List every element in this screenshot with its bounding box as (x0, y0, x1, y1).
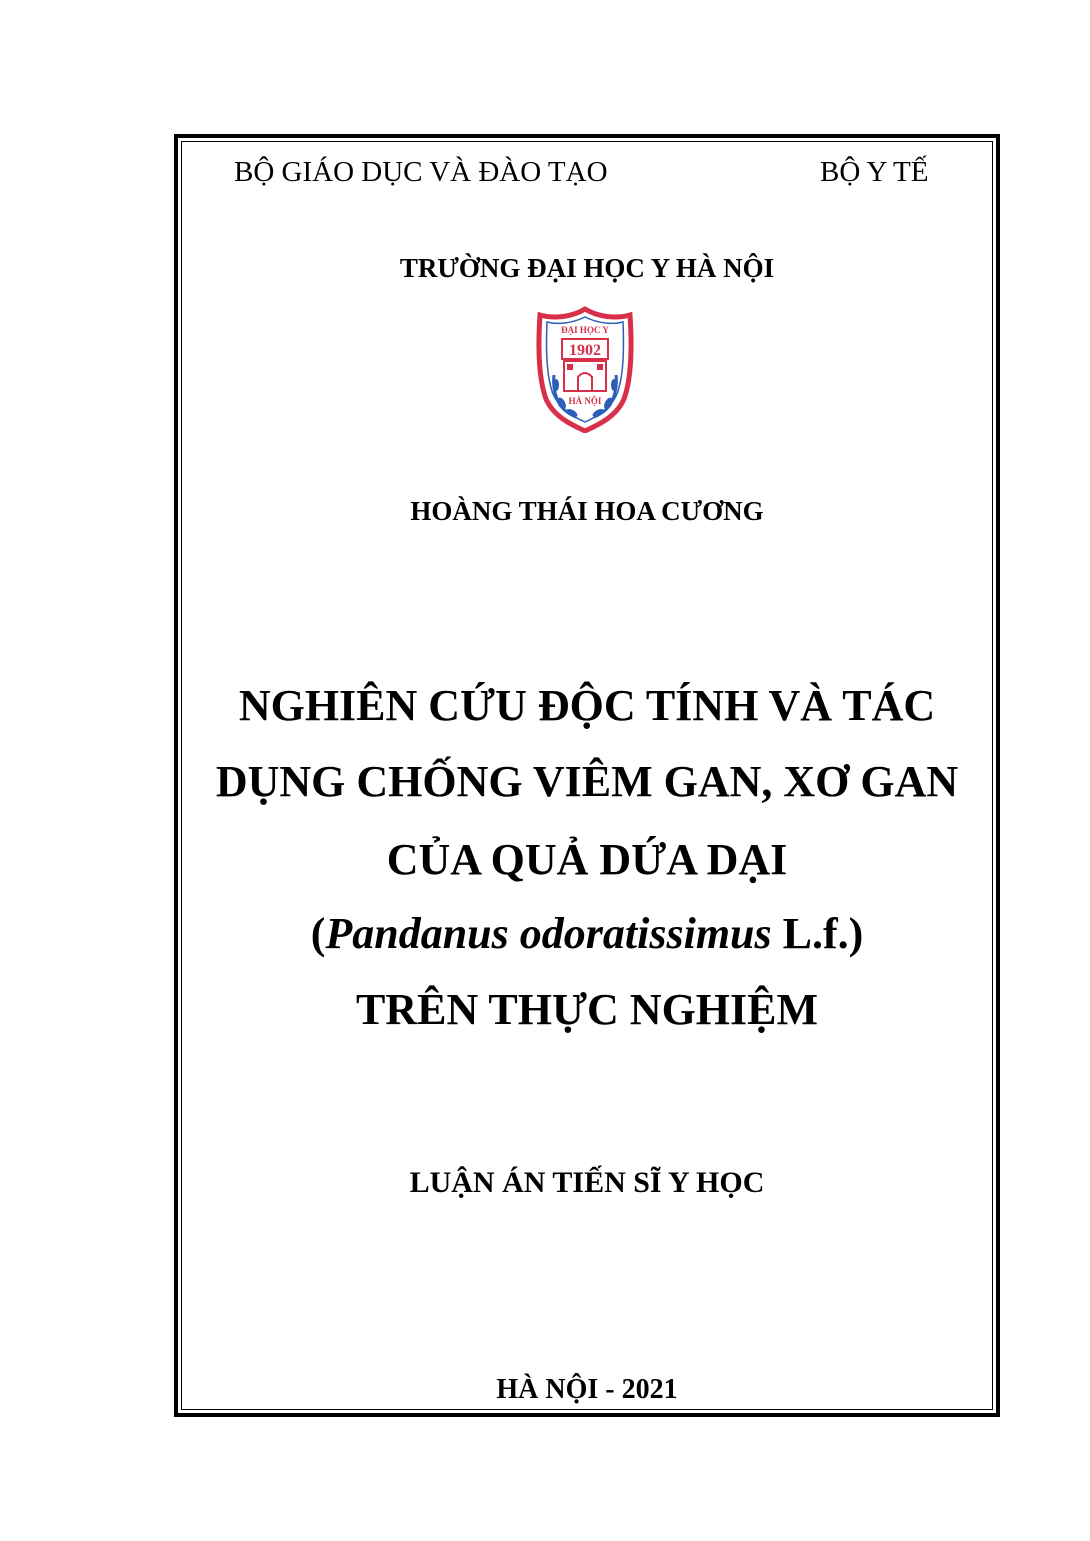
logo-bottom-text: HÀ NỘI (568, 396, 602, 406)
thesis-title-line-1: NGHIÊN CỨU ĐỘC TÍNH VÀ TÁC (238, 681, 936, 730)
species-open-paren: ( (310, 909, 326, 958)
ministry-health: BỘ Y TẾ (820, 156, 929, 188)
degree-label: LUẬN ÁN TIẾN SĨ Y HỌC (409, 1166, 765, 1199)
logo-year: 1902 (569, 342, 601, 359)
ministry-education: BỘ GIÁO DỤC VÀ ĐÀO TẠO (234, 156, 608, 188)
university-name: TRƯỜNG ĐẠI HỌC Y HÀ NỘI (399, 253, 775, 283)
thesis-title-species (181, 908, 993, 959)
species-authority: L.f.) (771, 909, 864, 958)
university-logo (536, 305, 634, 433)
logo-top-text: ĐẠI HỌC Y (561, 325, 609, 335)
author-name: HOÀNG THÁI HOA CƯƠNG (410, 496, 764, 526)
thesis-title-line-2: DỤNG CHỐNG VIÊM GAN, XƠ GAN (215, 757, 959, 806)
place-and-year: HÀ NỘI - 2021 (496, 1374, 678, 1405)
thesis-title-line-3: CỦA QUẢ DỨA DẠI (386, 835, 788, 884)
species-scientific-name: Pandanus odoratissimus (325, 909, 772, 958)
thesis-title-line-5: TRÊN THỰC NGHIỆM (355, 985, 819, 1034)
